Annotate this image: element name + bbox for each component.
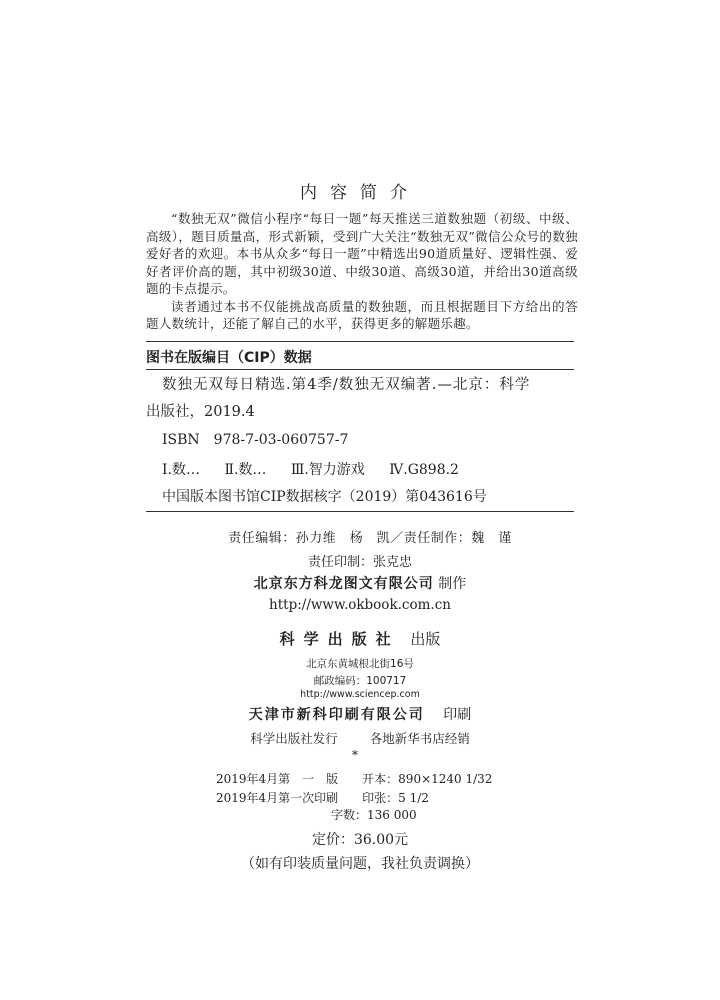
publisher-website: http://www.sciencep.com xyxy=(300,689,420,700)
word-count: 字数：136 000 xyxy=(331,808,417,822)
distributor: 各地新华书店经销 xyxy=(369,731,470,746)
distribution-line xyxy=(0,729,720,747)
cip-isbn: ISBN 978-7-03-060757-7 xyxy=(162,432,349,448)
cip-record-line: 数独无双每日精选.第4季/数独无双编著.—北京：科学 xyxy=(162,377,531,393)
cip-class-item: Ⅳ.G898.2 xyxy=(389,462,459,478)
separator-star: * xyxy=(352,748,358,762)
publisher-address: 北京东黄城根北街16号 xyxy=(306,658,414,670)
printing-spec: 2019年4月第一次印刷 印张：5 1/2 xyxy=(216,791,429,805)
divider xyxy=(146,341,574,342)
cip-number: 中国版本图书馆CIP数据核字（2019）第043616号 xyxy=(162,489,487,505)
cip-heading: 图书在版编目（CIP）数据 xyxy=(146,350,312,366)
maker-name: 北京东方科龙图文有限公司 xyxy=(253,576,434,592)
cip-class-item: Ⅲ.智力游戏 xyxy=(290,462,365,478)
divider xyxy=(146,369,574,370)
price: 定价：36.00元 xyxy=(311,832,409,848)
summary-text xyxy=(146,210,578,333)
cip-class-item: Ⅰ.数… xyxy=(162,462,200,478)
publisher-suffix: 出版 xyxy=(410,630,441,648)
publisher-name: 科学出版社 xyxy=(279,630,400,648)
cip-class-item: Ⅱ.数… xyxy=(224,462,267,478)
print-manager-credit: 责任印制：张克忠 xyxy=(307,555,412,570)
summary-paragraph: “数独无双”微信小程序“每日一题”每天推送三道数独题（初级、中级、高级），题目质量高，形式新颖，受到广大关注“数独无双”微信公众号的数独爱好者的欢迎。本书从众多“每日一题”中精选出90道质量好、逻辑性强、爱好者评价高的题，其中初级30道、中级30道、高级30道，并给出30道高级题的卡点提示。 xyxy=(146,211,578,296)
printer-credit xyxy=(0,704,720,724)
publisher-credit xyxy=(0,628,720,649)
editor-credit: 责任编辑：孙力维 杨 凯／责任制作：魏 谨 xyxy=(228,531,512,546)
cip-record-line: 出版社，2019.4 xyxy=(146,404,255,420)
publisher-postcode: 邮政编码：100717 xyxy=(313,675,407,687)
issuer: 科学出版社发行 xyxy=(250,731,338,746)
maker-suffix: 制作 xyxy=(438,576,467,592)
cip-classification xyxy=(162,459,479,479)
maker-url: http://www.okbook.com.cn xyxy=(269,597,451,613)
edition-spec: 2019年4月第 一 版 开本：890×1240 1/32 xyxy=(216,772,493,786)
summary-title: 内容简介 xyxy=(300,183,420,203)
printer-name: 天津市新科印刷有限公司 xyxy=(248,707,425,723)
printer-suffix: 印刷 xyxy=(443,707,472,723)
divider xyxy=(146,511,574,512)
quality-notice: （如有印装质量问题，我社负责调换） xyxy=(241,856,479,872)
summary-paragraph: 读者通过本书不仅能挑战高质量的数独题，而且根据题目下方给出的答题人数统计，还能了解自己的水平，获得更多的解题乐趣。 xyxy=(146,298,578,331)
maker-credit xyxy=(0,573,720,593)
